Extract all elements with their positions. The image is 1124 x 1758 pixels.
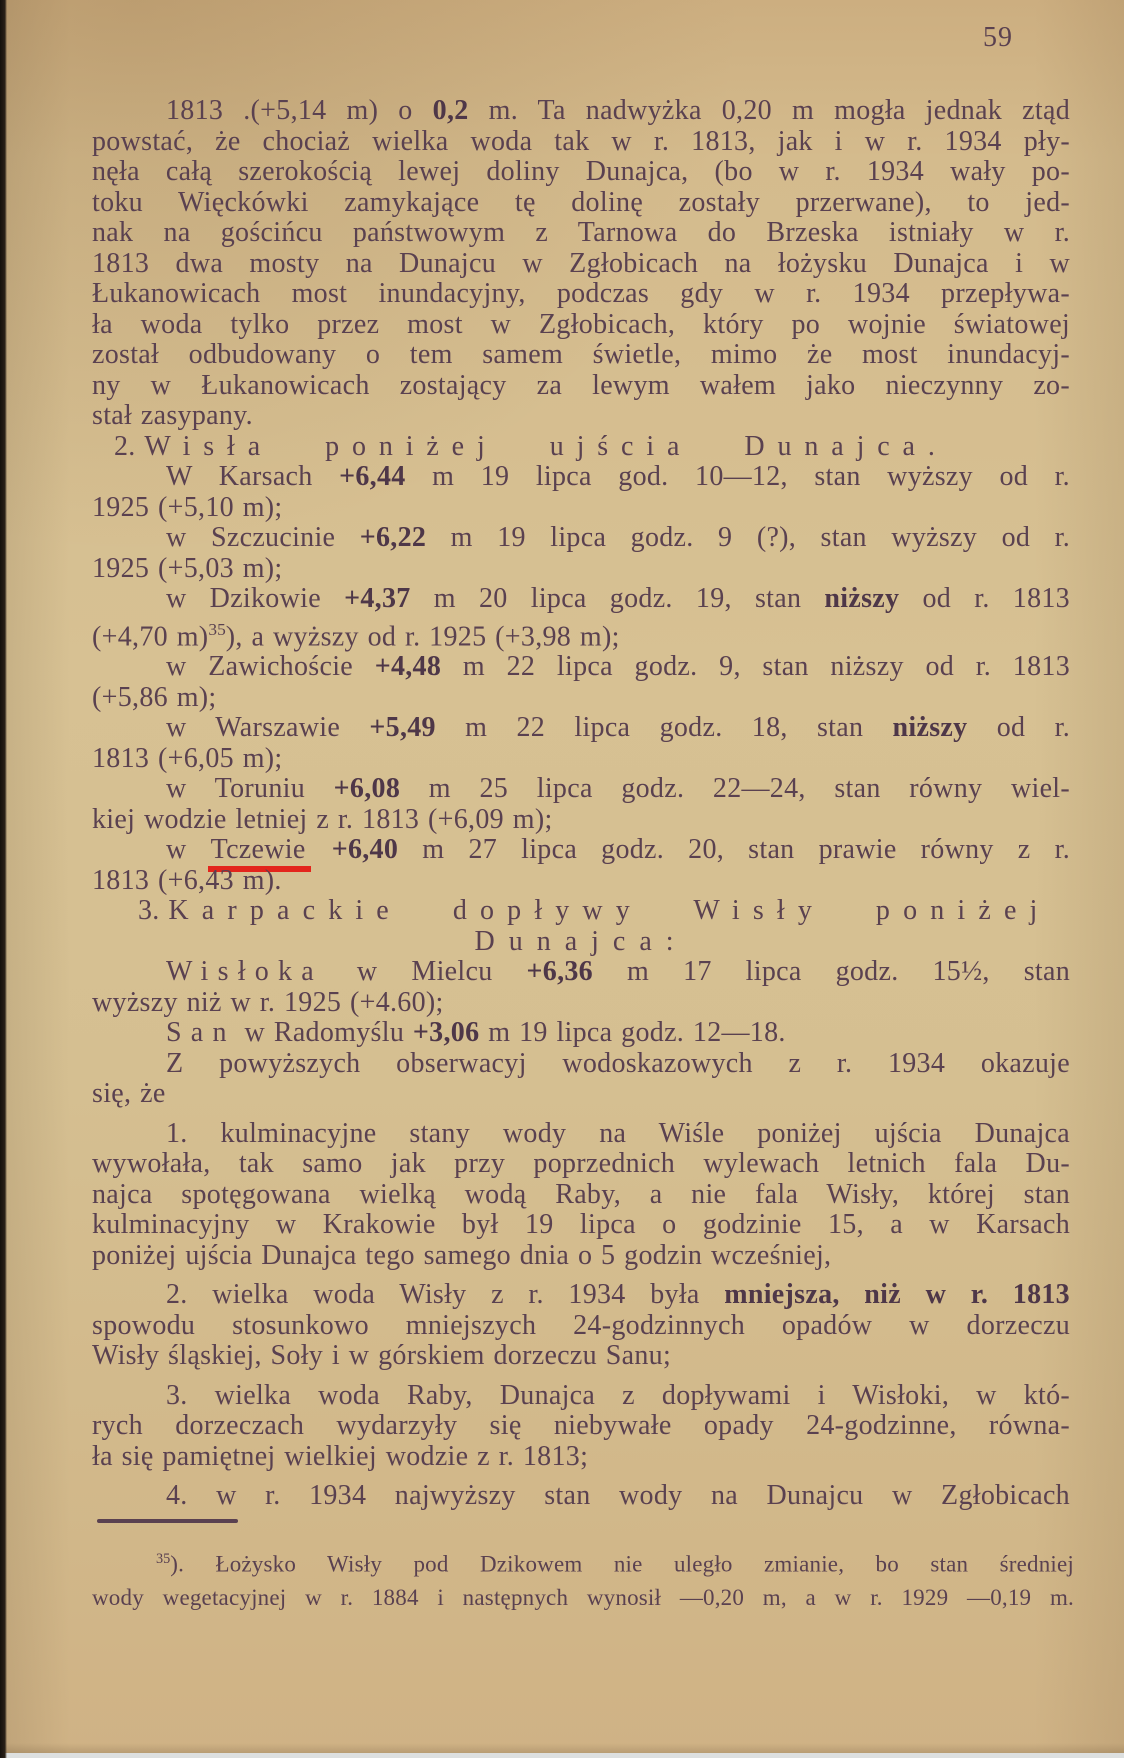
text-line (92, 713, 1070, 744)
text-line (92, 1018, 1070, 1049)
text-segment: W Karsach (166, 461, 340, 492)
text-segment: 35 (208, 619, 226, 639)
text-line (92, 523, 1070, 554)
text-segment: toku Więckówki zamykające tę dolinę zostały przerwane), to jed- (92, 186, 1070, 218)
text-segment: +6,22 (359, 522, 427, 553)
text-segment: m 27 lipca godz. 20, stan prawie równy z r. (398, 834, 1070, 866)
text-segment: Wisła poniżej ujścia Dunajca. (144, 430, 948, 462)
text-line (92, 1442, 1070, 1473)
text-segment: +6,08 (333, 773, 401, 805)
text-line (92, 1241, 1070, 1272)
text-segment: m 22 lipca godz. 9, stan niższy od r. 1813 (441, 651, 1070, 683)
text-segment: w Radomyślu (235, 1017, 413, 1049)
text-segment: powstać, że chociaż wielka woda tak w r. 1813, jak i w r. 1934 pły- (92, 125, 1070, 157)
text-segment: Karpackie dopływy Wisły poniżej (168, 895, 1051, 927)
text-segment: +4,37 (344, 583, 411, 614)
text-segment: ła się pamiętnej wielkiej wodzie z r. 1813; (92, 1440, 589, 1472)
text-segment: +6,36 (526, 956, 593, 988)
text-line (92, 127, 1070, 158)
text-segment: +3,06 (412, 1017, 480, 1049)
text-segment: 1813 .(+5,14 m) o (166, 95, 433, 126)
text-line (92, 988, 1070, 1019)
text-segment: niższy (892, 712, 968, 744)
text-segment: 0,2 (432, 95, 469, 126)
text-line (92, 1119, 1070, 1150)
text-line (92, 1411, 1070, 1442)
text-segment: stał zasypany. (92, 400, 253, 431)
underlined-word: Tczewie (208, 834, 311, 872)
text-segment: kulminacyjny w Krakowie był 19 lipca o godzinie 15, a w Karsach (92, 1209, 1070, 1241)
text-line (92, 310, 1070, 341)
text-line (92, 1481, 1070, 1512)
text-line (92, 683, 1070, 714)
body-text (92, 96, 1070, 1512)
text-line (92, 1149, 1070, 1180)
text-segment: (+4,70 m) (92, 620, 209, 652)
text-segment: Z powyższych obserwacyj wodoskazowych z r. 1934 okazuje (166, 1047, 1070, 1079)
text-segment: 1. kulminacyjne stany wody na Wiśle poniżej ujścia Dunajca (166, 1117, 1070, 1149)
text-segment: został odbudowany o tem samem świetle, mimo że most inundacyj- (92, 339, 1070, 370)
text-line (92, 744, 1070, 775)
text-segment: w Dzikowie (166, 583, 345, 614)
footnote-line (92, 1543, 1074, 1581)
text-segment: w Mielcu (322, 956, 527, 988)
text-line (92, 218, 1070, 249)
text-segment: w Szczucinie (166, 522, 360, 553)
text-segment (308, 834, 332, 865)
text-segment: m 22 lipca godz. 18, stan (435, 712, 893, 744)
text-segment: 3. wielka woda Raby, Dunajca z dopływami i Wisłoki, w któ- (166, 1379, 1070, 1411)
text-segment: (+5,86 m); (92, 681, 217, 713)
text-line (92, 462, 1070, 493)
text-segment: Wisłoka (166, 956, 323, 988)
text-segment: się, że (92, 1078, 166, 1110)
text-segment: w (166, 834, 211, 866)
text-segment: ), a wyższy od r. 1925 (+3,98 m); (225, 620, 620, 652)
text-segment: rych dorzeczach wydarzyły się niebywałe opady 24-godzinne, równa- (92, 1410, 1070, 1442)
text-line (92, 1341, 1070, 1372)
text-line (92, 774, 1070, 805)
text-line (92, 1049, 1070, 1080)
text-line (92, 249, 1070, 280)
text-segment: 1813 (+6,05 m); (92, 742, 283, 774)
text-line (92, 957, 1070, 988)
text-segment: 4. w r. 1934 najwyższy stan wody na Dunajcu w Zgłobicach (166, 1480, 1070, 1512)
page-number: 59 (983, 22, 1013, 53)
text-segment: +6,44 (339, 461, 406, 492)
text-segment: 2. (114, 430, 145, 462)
text-segment: od r. (967, 712, 1070, 744)
text-segment: w Toruniu (166, 773, 334, 805)
text-line (92, 401, 1070, 432)
text-segment: 2. wielka woda Wisły z r. 1934 była (166, 1279, 725, 1311)
text-line (92, 805, 1070, 836)
text-segment: mniejsza, niż w r. 1813 (724, 1279, 1070, 1311)
text-line (92, 652, 1070, 683)
text-line (92, 1180, 1070, 1211)
text-segment: 1813 (+6,43 m). (92, 864, 282, 896)
text-segment: +5,49 (369, 712, 436, 744)
text-segment: w Zawichoście (166, 651, 375, 683)
text-line (92, 1280, 1070, 1311)
text-line (92, 340, 1070, 371)
text-segment: poniżej ujścia Dunajca tego samego dnia o 5 godzin wcześniej, (92, 1239, 832, 1271)
text-segment: 1925 (+5,03 m); (92, 552, 283, 584)
text-segment: +4,48 (374, 651, 442, 683)
scan-left-edge (0, 0, 7, 1758)
text-segment: wyższy niż w r. 1925 (+4.60); (92, 986, 444, 1018)
text-segment: nak na gościńcu państwowym z Tarnowa do Brzeska istniały w r. (92, 217, 1070, 248)
text-line (92, 493, 1070, 524)
section-heading (92, 927, 1070, 958)
text-segment: San (166, 1017, 236, 1049)
text-segment: nęła całą szerokością lewej doliny Dunajca, (bo w r. 1934 wały po- (92, 156, 1070, 187)
text-line (92, 554, 1070, 585)
text-segment: wody wegetacyjnej w r. 1884 i następnych wynosił —0,20 m, a w r. 1929 —0,19 m. (92, 1584, 1074, 1610)
text-segment: Łukanowicach most inundacyjny, podczas gdy w r. 1934 przepływa- (92, 278, 1070, 309)
text-line (92, 371, 1070, 402)
footnote-separator (97, 1519, 238, 1523)
scan-bottom-shadow (0, 1743, 1124, 1753)
text-segment: wywołała, tak samo jak przy poprzednich wylewach letnich fala Du- (92, 1148, 1070, 1180)
text-line (92, 188, 1070, 219)
text-segment: Wisły śląskiej, Soły i w górskiem dorzeczu Sanu; (92, 1340, 672, 1372)
footnote (92, 1543, 1074, 1614)
text-segment: ny w Łukanowicach zostający za lewym wałem jako nieczynny zo- (92, 369, 1070, 401)
text-line (92, 279, 1070, 310)
text-line (92, 1079, 1070, 1110)
text-segment: m 19 lipca godz. 12—18. (479, 1017, 786, 1049)
footnote-line (92, 1581, 1074, 1614)
text-segment: ). Łożysko Wisły pod Dzikowem nie uległo zmianie, bo stan średniej (170, 1551, 1074, 1577)
text-segment: m 17 lipca godz. 15½, stan (592, 956, 1071, 988)
text-segment: ła woda tylko przez most w Zgłobicach, który po wojnie światowej (92, 308, 1070, 340)
text-segment: m 19 lipca god. 10—12, stan wyższy od r. (405, 461, 1070, 492)
text-segment: najca spotęgowana wielką wodą Raby, a nie fala Wisły, której stan (92, 1178, 1070, 1210)
text-segment: 3. (138, 895, 169, 927)
text-line (92, 1381, 1070, 1412)
text-segment: spowodu stosunkowo mniejszych 24-godzinnych opadów w dorzeczu (92, 1309, 1070, 1341)
text-line (92, 1210, 1070, 1241)
text-segment: +6,40 (331, 834, 399, 866)
text-segment: m. Ta nadwyżka 0,20 m mogła jednak ztąd (468, 95, 1071, 126)
text-line (92, 96, 1070, 127)
text-segment: m 25 lipca godz. 22—24, stan równy wiel- (400, 773, 1071, 805)
text-line (92, 615, 1070, 653)
text-segment: kiej wodzie letniej z r. 1813 (+6,09 m); (92, 803, 553, 835)
text-segment: m 19 lipca godz. 9 (?), stan wyższy od r. (426, 522, 1071, 553)
text-line (92, 866, 1070, 897)
text-segment: m 20 lipca godz. 19, stan (410, 583, 825, 614)
text-line (92, 157, 1070, 188)
text-segment: 35 (156, 1551, 171, 1567)
text-line (92, 835, 1070, 866)
text-segment: niższy (824, 583, 900, 614)
section-heading (92, 432, 1070, 463)
text-segment: w Warszawie (166, 712, 370, 744)
text-line (92, 1311, 1070, 1342)
text-line (92, 584, 1070, 615)
scan-bottom-edge (0, 1753, 1124, 1758)
text-segment: Dunajca: (474, 925, 688, 957)
section-heading (92, 896, 1070, 927)
text-segment: od r. 1813 (899, 583, 1070, 614)
text-segment: 1813 dwa mosty na Dunajcu w Zgłobicach na łożysku Dunajca i w (92, 247, 1070, 279)
text-segment: 1925 (+5,10 m); (92, 491, 283, 523)
